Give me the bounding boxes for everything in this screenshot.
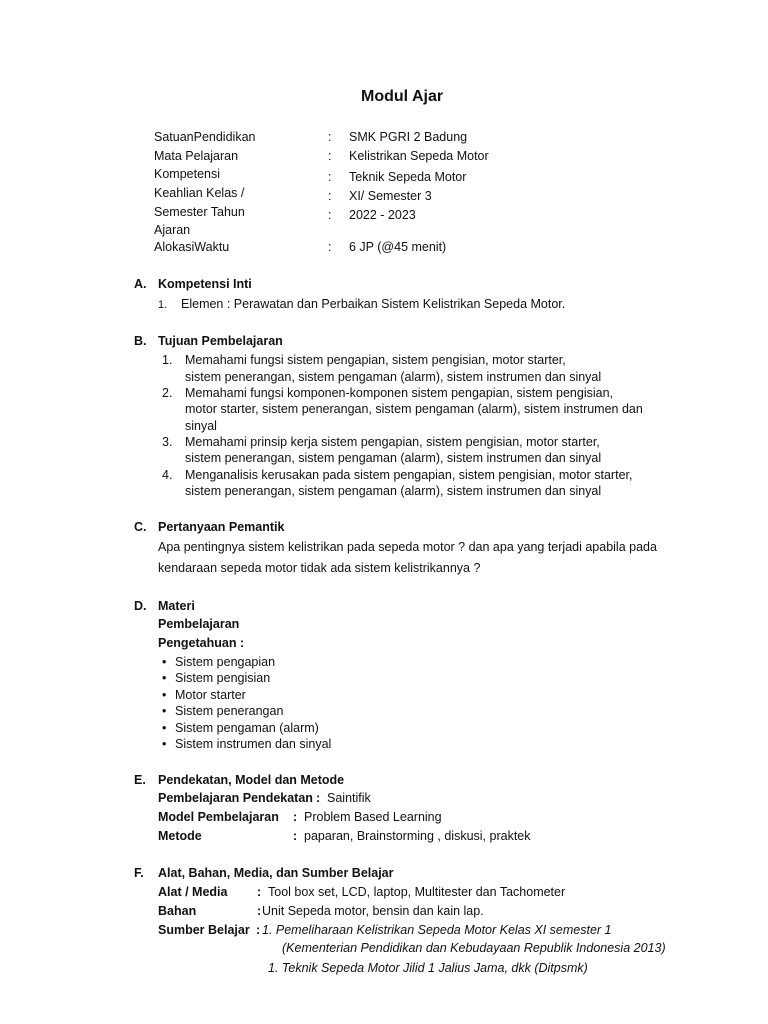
list-item-line: Memahami fungsi sistem pengapian, sistem pengisian, motor starter, — [185, 353, 566, 367]
list-item-line: Menganalisis kerusakan pada sistem pengapian, sistem pengisian, motor starter, — [185, 468, 633, 482]
identity-label: Semester Tahun — [154, 205, 245, 219]
list-item-line: sinyal — [185, 419, 217, 433]
section-heading-cont: Pembelajaran — [158, 617, 240, 631]
section-heading: Pendekatan, Model dan Metode — [158, 773, 345, 787]
list-item: Elemen : Perawatan dan Perbaikan Sistem Kelistrikan Sepeda Motor. — [181, 297, 566, 311]
row-colon: : — [257, 904, 262, 918]
list-item-line: Memahami prinsip kerja sistem pengapian, sistem pengisian, motor starter, — [185, 435, 600, 449]
row-label: Alat / Media — [158, 885, 228, 899]
bullet-item: Sistem penerangan — [175, 704, 284, 718]
row-colon: : — [293, 810, 298, 824]
bullet-icon: • — [162, 704, 167, 718]
identity-colon: : — [328, 189, 332, 203]
row-colon: : — [257, 885, 262, 899]
identity-label: AlokasiWaktu — [154, 240, 230, 254]
row-label: Bahan — [158, 904, 197, 918]
list-number: 1. — [162, 353, 173, 367]
list-number: 1. — [158, 299, 168, 311]
list-item-line: sistem penerangan, sistem pengaman (alarm), sistem instrumen dan sinyal — [185, 451, 602, 465]
document-title: Modul Ajar — [361, 88, 444, 105]
row-value: paparan, Brainstorming , diskusi, praktek — [304, 829, 531, 843]
identity-label: Kompetensi — [154, 167, 221, 181]
list-item-line: sistem penerangan, sistem pengaman (alarm), sistem instrumen dan sinyal — [185, 484, 602, 498]
bullet-item: Motor starter — [175, 688, 246, 702]
bullet-icon: • — [162, 688, 167, 702]
list-item-line: Memahami fungsi komponen-komponen sistem pengapian, sistem pengisian, — [185, 386, 614, 400]
section-letter: B. — [134, 334, 147, 348]
paragraph-line: Apa pentingnya sistem kelistrikan pada sepeda motor ? dan apa yang terjadi apabila pada — [158, 540, 657, 554]
bullet-item: Sistem pengapian — [175, 655, 276, 669]
row-colon: : — [316, 791, 321, 805]
identity-label: Ajaran — [154, 223, 191, 237]
identity-value: 2022 - 2023 — [349, 208, 416, 222]
bullet-item: Sistem pengaman (alarm) — [175, 721, 319, 735]
section-letter: D. — [134, 599, 147, 613]
reference-continuation: (Kementerian Pendidikan dan Kebudayaan Republik Indonesia 2013) — [282, 941, 666, 955]
section-letter: A. — [134, 277, 147, 291]
section-letter: E. — [134, 773, 146, 787]
identity-value: SMK PGRI 2 Badung — [349, 130, 468, 144]
identity-label: Keahlian Kelas / — [154, 186, 245, 200]
bullet-icon: • — [162, 721, 167, 735]
row-label: Sumber Belajar — [158, 923, 250, 937]
identity-value: 6 JP (@45 menit) — [349, 240, 447, 254]
identity-colon: : — [328, 149, 332, 163]
list-item-line: motor starter, sistem penerangan, sistem pengaman (alarm), sistem instrumen dan — [185, 402, 643, 416]
identity-label: Mata Pelajaran — [154, 149, 239, 163]
row-value: Saintifik — [327, 791, 371, 805]
list-item-line: sistem penerangan, sistem pengaman (alarm), sistem instrumen dan sinyal — [185, 370, 602, 384]
row-label: Pembelajaran Pendekatan — [158, 791, 313, 805]
section-letter: F. — [134, 866, 144, 880]
row-label: Model Pembelajaran — [158, 810, 279, 824]
section-heading: Kompetensi Inti — [158, 277, 252, 291]
identity-label: SatuanPendidikan — [154, 130, 256, 144]
row-colon: : — [293, 829, 298, 843]
row-label: Metode — [158, 829, 202, 843]
subheading-pengetahuan: Pengetahuan : — [158, 636, 245, 650]
bullet-icon: • — [162, 671, 167, 685]
bullet-item: Sistem pengisian — [175, 671, 271, 685]
row-value: Problem Based Learning — [304, 810, 442, 824]
bullet-icon: • — [162, 655, 167, 669]
paragraph-line: kendaraan sepeda motor tidak ada sistem kelistrikannya ? — [158, 561, 481, 575]
identity-colon: : — [328, 170, 332, 184]
list-number: 3. — [162, 435, 173, 449]
bullet-icon: • — [162, 737, 167, 751]
section-heading: Tujuan Pembelajaran — [158, 334, 283, 348]
row-value: 1. Pemeliharaan Kelistrikan Sepeda Motor Kelas XI semester 1 — [262, 923, 612, 937]
row-colon: : — [256, 923, 261, 937]
list-number: 2. — [162, 386, 173, 400]
identity-colon: : — [328, 208, 332, 222]
list-number: 4. — [162, 468, 173, 482]
row-value: Tool box set, LCD, laptop, Multitester dan Tachometer — [268, 885, 566, 899]
identity-colon: : — [328, 130, 332, 144]
bullet-item: Sistem instrumen dan sinyal — [175, 737, 332, 751]
identity-value: Teknik Sepeda Motor — [349, 170, 467, 184]
reference-item: 1. Teknik Sepeda Motor Jilid 1 Jalius Jama, dkk (Ditpsmk) — [268, 961, 588, 975]
section-heading: Materi — [158, 599, 195, 613]
identity-colon: : — [328, 240, 332, 254]
row-value: Unit Sepeda motor, bensin dan kain lap. — [262, 904, 484, 918]
section-heading: Alat, Bahan, Media, dan Sumber Belajar — [158, 866, 394, 880]
identity-value: XI/ Semester 3 — [349, 189, 432, 203]
identity-value: Kelistrikan Sepeda Motor — [349, 149, 489, 163]
section-heading: Pertanyaan Pemantik — [158, 520, 285, 534]
section-letter: C. — [134, 520, 147, 534]
